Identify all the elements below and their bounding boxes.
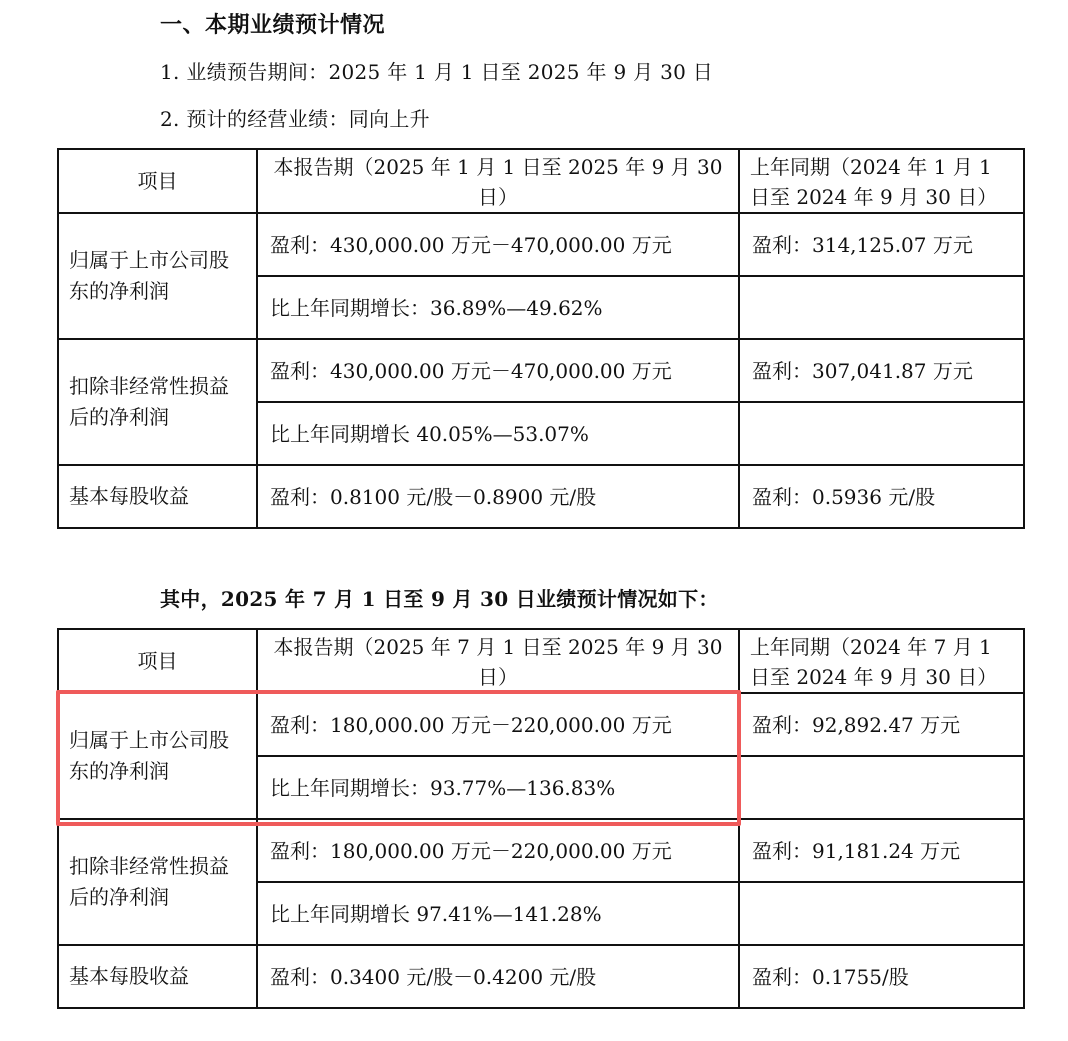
table-header-row xyxy=(58,149,1024,213)
prior-profit: 盈利：0.1755/股 xyxy=(739,945,1024,1008)
prior-profit: 盈利：314,125.07 万元 xyxy=(739,213,1024,276)
growth-range: 比上年同期增长：36.89%—49.62% xyxy=(257,276,739,339)
row-label: 基本每股收益 xyxy=(58,465,257,528)
growth-range: 比上年同期增长 40.05%—53.07% xyxy=(257,402,739,465)
table-row xyxy=(58,819,1024,882)
forecast-line: 2. 预计的经营业绩：同向上升 xyxy=(160,107,430,131)
row-label: 扣除非经常性损益后的净利润 xyxy=(58,339,257,465)
prior-profit: 盈利：92,892.47 万元 xyxy=(739,693,1024,756)
header-item: 项目 xyxy=(58,149,257,213)
header-current-period: 本报告期（2025 年 7 月 1 日至 2025 年 9 月 30 日） xyxy=(257,629,739,693)
forecast-table-ytd xyxy=(57,148,1025,529)
section-title: 一、本期业绩预计情况 xyxy=(160,12,386,38)
empty-cell xyxy=(739,882,1024,945)
prior-profit: 盈利：91,181.24 万元 xyxy=(739,819,1024,882)
empty-cell xyxy=(739,276,1024,339)
profit-range: 盈利：0.8100 元/股－0.8900 元/股 xyxy=(257,465,739,528)
header-prior-period: 上年同期（2024 年 7 月 1 日至 2024 年 9 月 30 日） xyxy=(739,629,1024,693)
growth-range: 比上年同期增长：93.77%—136.83% xyxy=(257,756,739,819)
table-row xyxy=(58,945,1024,1008)
header-item: 项目 xyxy=(58,629,257,693)
prior-profit: 盈利：0.5936 元/股 xyxy=(739,465,1024,528)
empty-cell xyxy=(739,402,1024,465)
prior-profit: 盈利：307,041.87 万元 xyxy=(739,339,1024,402)
profit-range: 盈利：0.3400 元/股－0.4200 元/股 xyxy=(257,945,739,1008)
profit-range: 盈利：180,000.00 万元－220,000.00 万元 xyxy=(257,819,739,882)
table-row xyxy=(58,465,1024,528)
table-header-row xyxy=(58,629,1024,693)
row-label: 基本每股收益 xyxy=(58,945,257,1008)
profit-range: 盈利：180,000.00 万元－220,000.00 万元 xyxy=(257,693,739,756)
profit-range: 盈利：430,000.00 万元－470,000.00 万元 xyxy=(257,339,739,402)
table-row xyxy=(58,339,1024,402)
forecast-table-q3 xyxy=(57,628,1025,1009)
row-label: 归属于上市公司股东的净利润 xyxy=(58,213,257,339)
row-label: 归属于上市公司股东的净利润 xyxy=(58,693,257,819)
row-label: 扣除非经常性损益后的净利润 xyxy=(58,819,257,945)
profit-range: 盈利：430,000.00 万元－470,000.00 万元 xyxy=(257,213,739,276)
period-line: 1. 业绩预告期间：2025 年 1 月 1 日至 2025 年 9 月 30 日 xyxy=(160,60,714,84)
header-current-period: 本报告期（2025 年 1 月 1 日至 2025 年 9 月 30 日） xyxy=(257,149,739,213)
empty-cell xyxy=(739,756,1024,819)
growth-range: 比上年同期增长 97.41%—141.28% xyxy=(257,882,739,945)
table-row xyxy=(58,213,1024,276)
q3-title: 其中，2025 年 7 月 1 日至 9 月 30 日业绩预计情况如下： xyxy=(160,587,719,611)
header-prior-period: 上年同期（2024 年 1 月 1 日至 2024 年 9 月 30 日） xyxy=(739,149,1024,213)
table-row xyxy=(58,693,1024,756)
